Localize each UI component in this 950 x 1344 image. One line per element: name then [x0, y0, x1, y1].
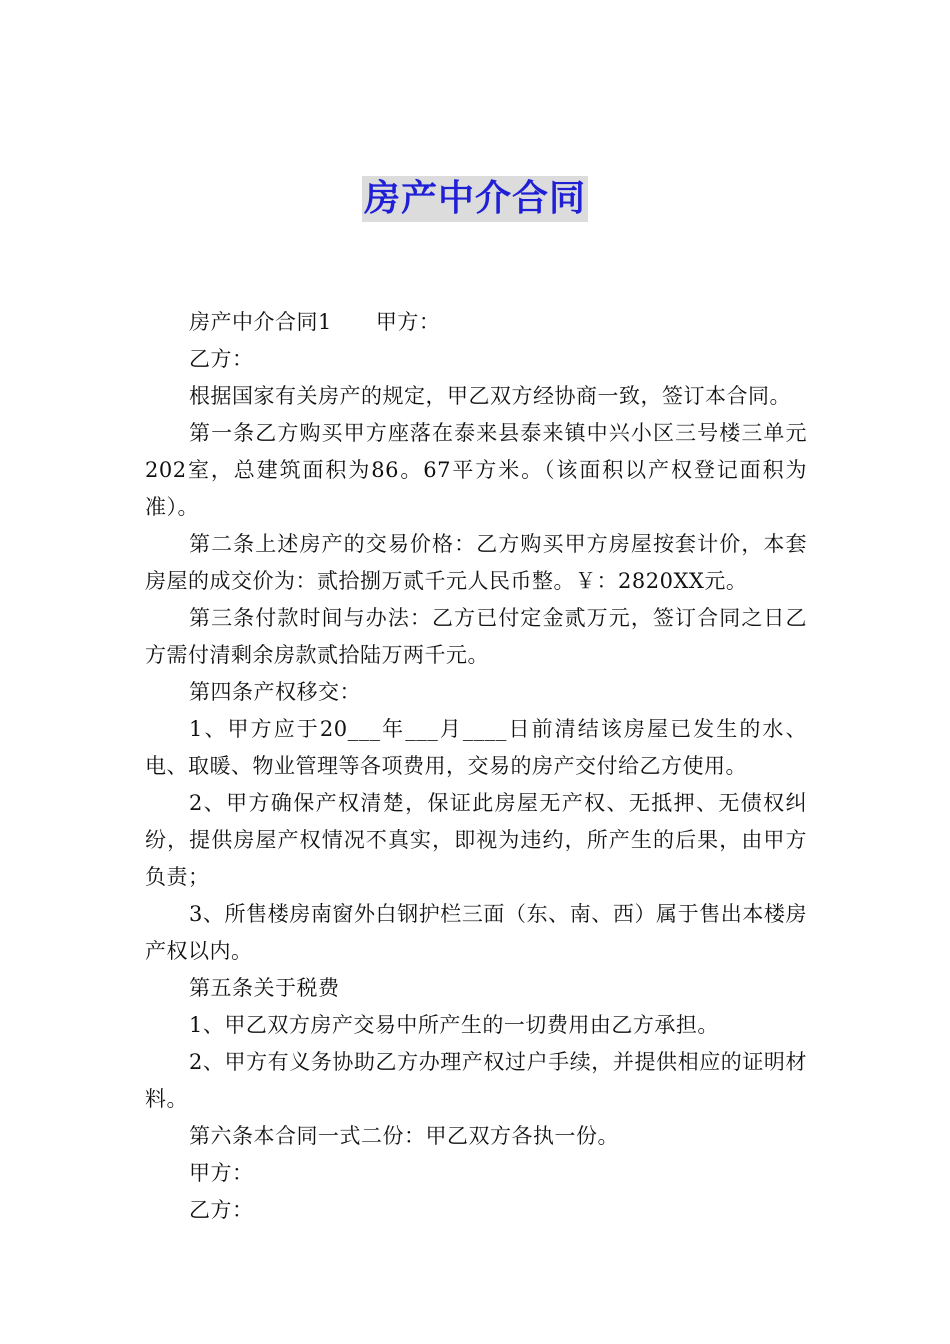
paragraph-article-4-item-3: 3、所售楼房南窗外白钢护栏三面（东、南、西）属于售出本楼房产权以内。	[145, 902, 807, 963]
paragraph-article-3: 第三条付款时间与办法：乙方已付定金贰万元，签订合同之日乙方需付清剩余房款贰拾陆万两千元。	[145, 606, 807, 667]
paragraph-article-1: 第一条乙方购买甲方座落在泰来县泰来镇中兴小区三号楼三单元202室，总建筑面积为86。67平方米。（该面积以产权登记面积为准）。	[145, 421, 807, 519]
document-body	[145, 304, 807, 1229]
document-title: 房产中介合同	[362, 176, 588, 222]
paragraph-article-5: 第五条关于税费	[189, 976, 340, 1000]
signature-party-a: 甲方：	[189, 1161, 254, 1185]
paragraph-article-4-item-2: 2、甲方确保产权清楚，保证此房屋无产权、无抵押、无债权纠纷，提供房屋产权情况不真实，即视为违约，所产生的后果，由甲方负责；	[145, 791, 807, 889]
contract-number: 房产中介合同1	[189, 310, 332, 334]
paragraph-party-b: 乙方：	[189, 347, 254, 371]
party-a-label: 甲方：	[375, 310, 441, 334]
signature-party-b: 乙方：	[189, 1198, 254, 1222]
paragraph-article-4: 第四条产权移交：	[189, 680, 361, 704]
paragraph-article-5-item-1: 1、甲乙双方房产交易中所产生的一切费用由乙方承担。	[189, 1013, 719, 1037]
paragraph-preamble: 根据国家有关房产的规定，甲乙双方经协商一致，签订本合同。	[189, 384, 791, 408]
heading-line	[145, 304, 807, 341]
title-block	[0, 176, 950, 222]
paragraph-article-5-item-2: 2、甲方有义务协助乙方办理产权过户手续，并提供相应的证明材料。	[145, 1050, 807, 1111]
paragraph-article-2: 第二条上述房产的交易价格：乙方购买甲方房屋按套计价，本套房屋的成交价为：贰拾捌万贰千元人民币整。￥：2820XX元。	[145, 532, 807, 593]
paragraph-article-4-item-1: 1、甲方应于20___年___月____日前清结该房屋已发生的水、电、取暖、物业管理等各项费用，交易的房产交付给乙方使用。	[145, 717, 807, 778]
paragraph-article-6: 第六条本合同一式二份：甲乙双方各执一份。	[189, 1124, 619, 1148]
